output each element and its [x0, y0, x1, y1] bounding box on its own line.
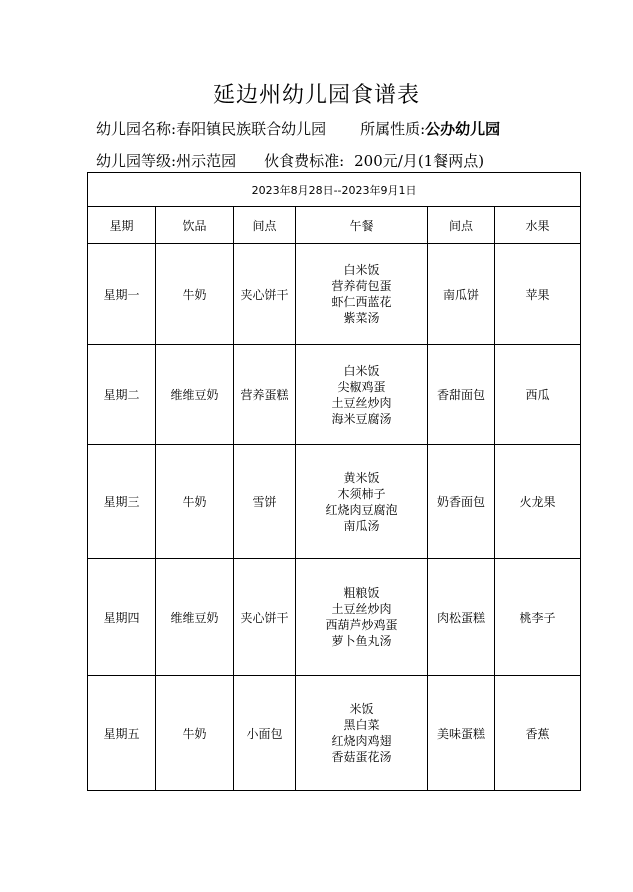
lunch-item: 黑白菜 [343, 718, 380, 732]
fruit-cell: 西瓜 [495, 345, 581, 445]
lunch-item: 虾仁西蓝花 [331, 295, 392, 309]
fruit-cell: 苹果 [495, 244, 581, 345]
snack-2-cell: 肉松蛋糕 [428, 559, 495, 676]
snack-1-cell: 雪饼 [234, 445, 296, 559]
lunch-item: 粗粮饭 [343, 586, 380, 600]
lunch-item: 香菇蛋花汤 [331, 750, 392, 764]
drink-cell: 维维豆奶 [156, 345, 234, 445]
kindergarten-name-value: 春阳镇民族联合幼儿园 [176, 120, 327, 138]
snack-2-cell: 南瓜饼 [428, 244, 495, 345]
date-row [88, 173, 581, 207]
lunch-item: 西葫芦炒鸡蛋 [325, 618, 398, 632]
lunch-item: 米饭 [349, 702, 374, 716]
lunch-item: 土豆丝炒肉 [331, 602, 392, 616]
lunch-item: 萝卜鱼丸汤 [331, 634, 392, 648]
kindergarten-name-label: 幼儿园名称: [96, 120, 177, 138]
snack-1-cell: 小面包 [234, 676, 296, 791]
header-snack-2: 间点 [428, 207, 495, 244]
lunch-item: 黄米饭 [343, 470, 380, 485]
snack-1-cell: 夹心饼干 [234, 559, 296, 676]
day-cell: 星期四 [88, 559, 156, 676]
menu-table [87, 172, 581, 791]
fruit-cell: 桃李子 [495, 559, 581, 676]
lunch-item: 紫菜汤 [343, 311, 380, 325]
snack-2-cell: 香甜面包 [428, 345, 495, 445]
header-day: 星期 [88, 207, 156, 244]
meal-fee-value: 200元/月(1餐两点) [354, 152, 485, 170]
lunch-item: 尖椒鸡蛋 [337, 379, 386, 394]
lunch-cell [296, 345, 428, 445]
kindergarten-level-value: 州示范园 [176, 152, 237, 170]
table-row [88, 559, 581, 676]
table-row [88, 445, 581, 559]
page-title: 延边州幼儿园食谱表 [212, 83, 420, 108]
lunch-item: 木须柿子 [337, 486, 386, 501]
lunch-item: 红烧肉鸡翅 [331, 734, 392, 748]
lunch-item: 南瓜汤 [343, 518, 380, 533]
day-cell: 星期五 [88, 676, 156, 791]
snack-1-cell: 营养蛋糕 [234, 345, 296, 445]
lunch-item: 白米饭 [343, 363, 380, 378]
drink-cell: 牛奶 [156, 244, 234, 345]
date-range: 2023年8月28日--2023年9月1日 [88, 173, 581, 207]
header-drink: 饮品 [156, 207, 234, 244]
snack-1-cell: 夹心饼干 [234, 244, 296, 345]
lunch-item: 红烧肉豆腐泡 [325, 502, 398, 517]
header-fruit: 水果 [495, 207, 581, 244]
header-row [88, 207, 581, 244]
meal-fee-label: 伙食费标准: [264, 152, 345, 170]
lunch-cell [296, 445, 428, 559]
snack-2-cell: 奶香面包 [428, 445, 495, 559]
info-line-1 [96, 118, 500, 139]
kindergarten-nature-label: 所属性质: [360, 120, 426, 138]
drink-cell: 牛奶 [156, 445, 234, 559]
fruit-cell: 香蕉 [495, 676, 581, 791]
snack-2-cell: 美味蛋糕 [428, 676, 495, 791]
lunch-cell [296, 559, 428, 676]
day-cell: 星期二 [88, 345, 156, 445]
drink-cell: 牛奶 [156, 676, 234, 791]
table-row [88, 676, 581, 791]
kindergarten-nature-value: 公办幼儿园 [425, 120, 501, 138]
header-snack-1: 间点 [234, 207, 296, 244]
lunch-cell [296, 244, 428, 345]
fruit-cell: 火龙果 [495, 445, 581, 559]
table-row [88, 345, 581, 445]
lunch-item: 海米豆腐汤 [331, 411, 392, 426]
day-cell: 星期三 [88, 445, 156, 559]
lunch-cell [296, 676, 428, 791]
lunch-item: 营养荷包蛋 [331, 279, 392, 293]
lunch-item: 白米饭 [343, 263, 380, 277]
table-row [88, 244, 581, 345]
info-line-2 [96, 150, 484, 171]
day-cell: 星期一 [88, 244, 156, 345]
kindergarten-level-label: 幼儿园等级: [96, 152, 177, 170]
drink-cell: 维维豆奶 [156, 559, 234, 676]
lunch-item: 土豆丝炒肉 [331, 395, 392, 410]
header-lunch: 午餐 [296, 207, 428, 244]
